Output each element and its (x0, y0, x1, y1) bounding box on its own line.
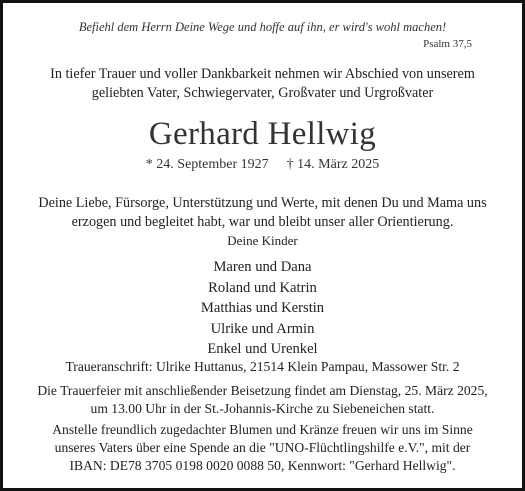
donation-line: Anstelle freundlich zugedachter Blumen und Kränze freuen wir uns im Sinne (52, 422, 473, 437)
mourner-entry: Enkel und Urenkel (207, 341, 318, 357)
mourning-address: Traueranschrift: Ulrike Huttanus, 21514 Klein Pampau, Massower Str. 2 (65, 359, 460, 374)
mourner-entry: Maren und Dana (213, 259, 312, 275)
intro-text (13, 65, 512, 102)
donation-line: IBAN: DE78 3705 0198 0020 0088 50, Kennwort: "Gerhard Hellwig". (69, 458, 456, 473)
birth-date: * 24. September 1927 (145, 157, 269, 172)
intro-line: geliebten Vater, Schwiegervater, Großvater und Urgroßvater (91, 84, 434, 101)
intro-line: In tiefer Trauer und voller Dankbarkeit nehmen wir Abschied von unserem (50, 66, 475, 82)
deceased-name: Gerhard Hellwig (148, 116, 377, 152)
bible-verse: Befiehl dem Herrn Deine Wege und hoffe auf ihn, er wird's wohl machen! (78, 20, 447, 34)
donation-notice (13, 421, 512, 475)
mourner-entry: Ulrike und Armin (210, 320, 315, 337)
funeral-line: um 13.00 Uhr in der St.-Johannis-Kirche zu Siebeneichen statt. (90, 401, 435, 416)
funeral-details (13, 382, 512, 418)
funeral-line: Die Trauerfeier mit anschließender Beisetzung findet am Dienstag, 25. März 2025, (37, 383, 488, 398)
tribute-line: Deine Liebe, Fürsorge, Unterstützung und Werte, mit denen Du und Mama uns (38, 195, 487, 211)
obituary-content (13, 3, 512, 488)
mourner-entry: Roland und Katrin (208, 279, 317, 296)
donation-line: unseres Vaters über eine Spende an die "UNO-Flüchtlingshilfe e.V.", mit der (54, 440, 471, 455)
tribute-line: erzogen und begleitet habt, war und bleibt unser aller Orientierung. (71, 214, 454, 230)
mourners-list (13, 257, 512, 360)
tribute-text (13, 194, 512, 232)
verse-reference: Psalm 37,5 (423, 38, 472, 50)
children-label: Deine Kinder (227, 233, 298, 248)
death-date: † 14. März 2025 (286, 157, 380, 172)
mourner-entry: Matthias und Kerstin (200, 300, 325, 316)
life-dates (13, 157, 512, 173)
